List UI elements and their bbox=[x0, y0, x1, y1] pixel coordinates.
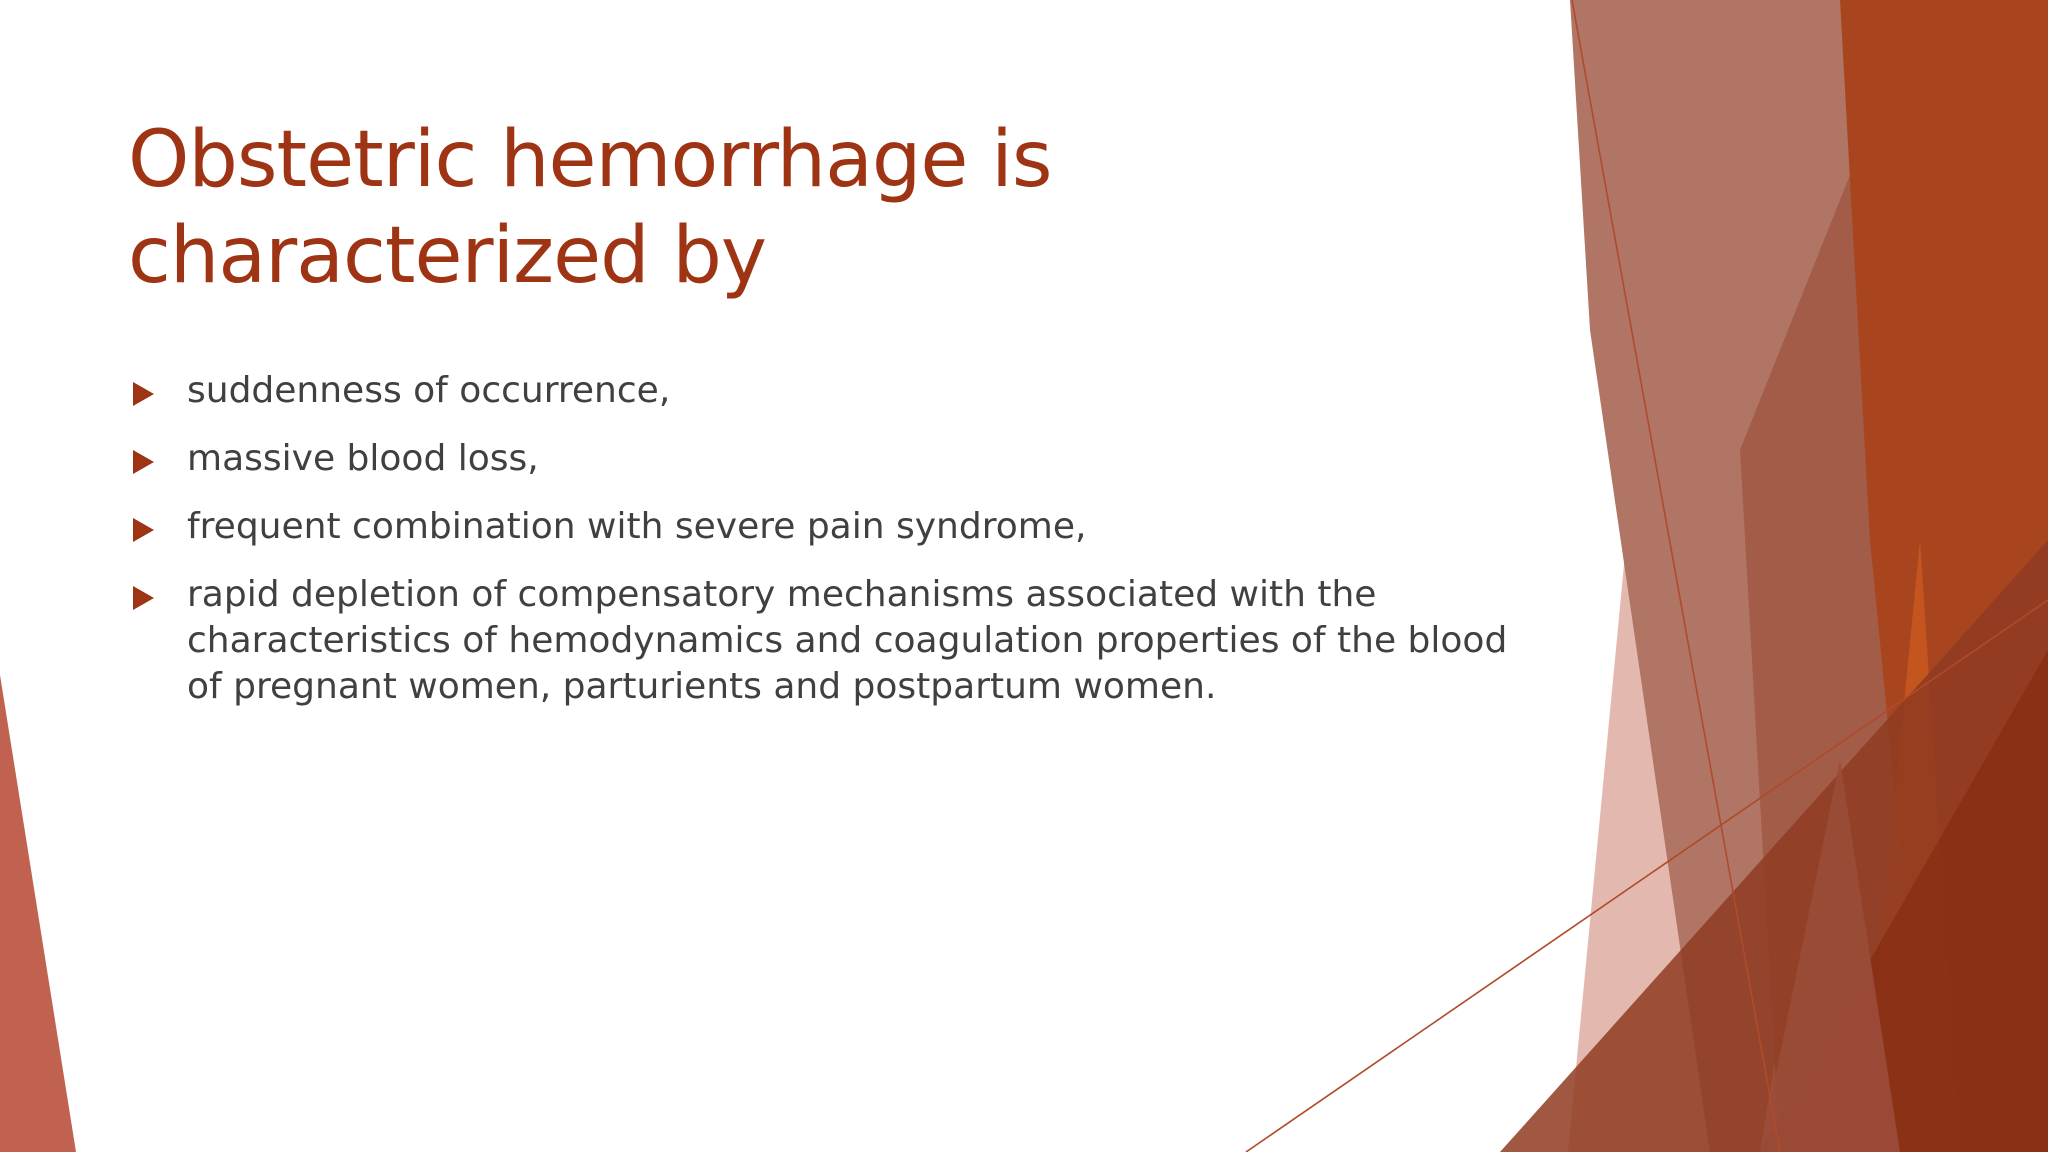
triangle-right-icon bbox=[133, 382, 154, 406]
left-edge-facet bbox=[0, 675, 76, 1152]
slide-title: Obstetric hemorrhage is characterized by bbox=[128, 115, 1052, 301]
triangle-right-icon bbox=[133, 586, 154, 610]
bullet-item bbox=[128, 504, 1518, 550]
bullet-text: frequent combination with severe pain syndrome, bbox=[187, 506, 1087, 547]
bullet-text: rapid depletion of compensatory mechanisms associated with the characteristics of hemodynamics and coagulation properties of the blood of pregnant women, parturients and postpartum women. bbox=[187, 574, 1508, 707]
triangle-right-icon bbox=[133, 518, 154, 542]
bullet-item bbox=[128, 368, 1518, 414]
bullet-list bbox=[128, 368, 1518, 732]
bullet-item bbox=[128, 436, 1518, 482]
triangle-right-icon bbox=[133, 450, 154, 474]
bullet-text: suddenness of occurrence, bbox=[187, 370, 671, 411]
bullet-item bbox=[128, 572, 1518, 710]
bullet-text: massive blood loss, bbox=[187, 438, 539, 479]
